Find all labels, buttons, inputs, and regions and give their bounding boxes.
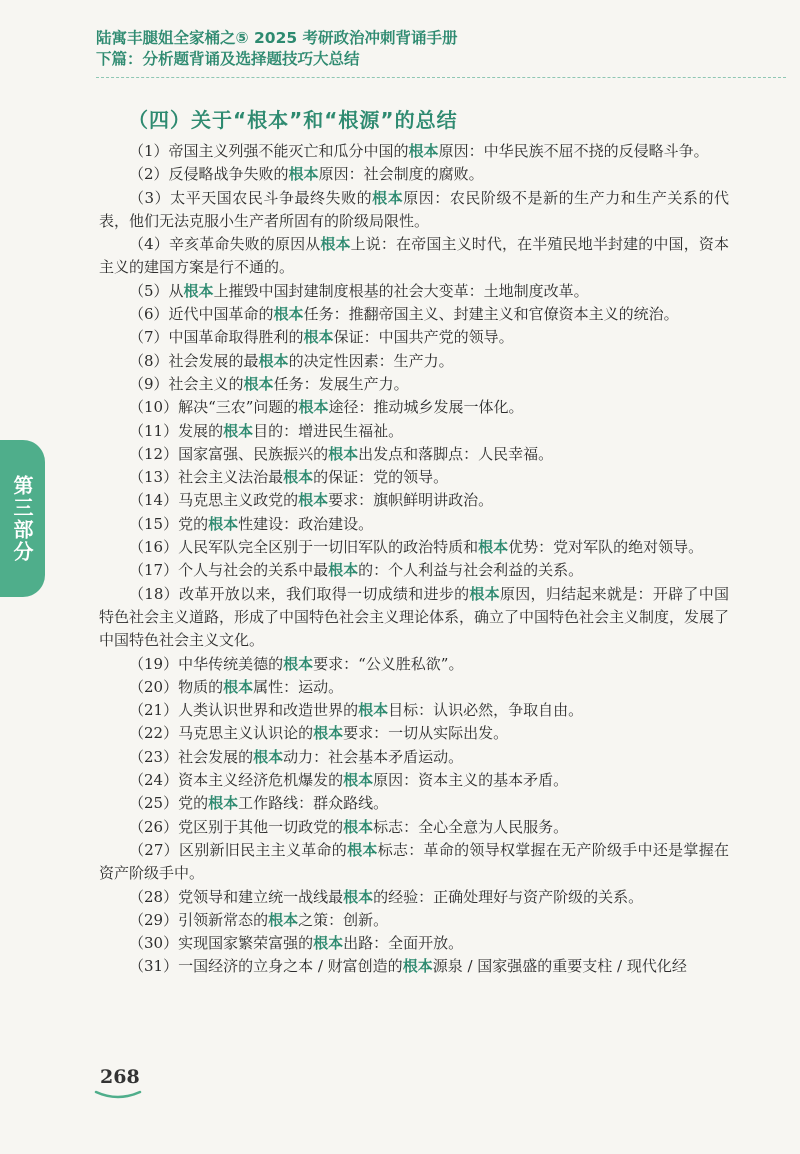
item-text-before: （5）从 xyxy=(129,281,184,300)
item-keyword: 根本 xyxy=(408,142,439,160)
page-number-swoosh xyxy=(94,1088,142,1100)
item-keyword: 根本 xyxy=(268,910,299,929)
item-text-before: （10）解决“三农”问题的 xyxy=(129,398,299,417)
header-divider xyxy=(96,77,786,78)
item-text-before: （17）个人与社会的关系中最 xyxy=(129,561,329,580)
item-text-after: 性建设：政治建设。 xyxy=(238,514,374,533)
item-text-before: （6）近代中国革命的 xyxy=(129,305,274,324)
list-item xyxy=(99,350,729,373)
item-text-after: 出发点和落脚点：人民幸福。 xyxy=(358,444,554,463)
list-item xyxy=(99,280,729,303)
summary-list xyxy=(99,140,729,979)
item-text-before: （16）人民军队完全区别于一切旧军队的政治特质和 xyxy=(129,538,479,557)
list-item xyxy=(99,769,729,792)
list-item xyxy=(99,955,729,978)
list-item xyxy=(99,583,729,653)
item-text-before: （25）党的 xyxy=(129,794,209,813)
page-header xyxy=(96,28,776,70)
item-text-after: 目的：增进民生福祉。 xyxy=(253,421,404,440)
item-text-before: （13）社会主义法治最 xyxy=(129,468,284,487)
item-keyword: 根本 xyxy=(283,654,314,673)
item-keyword: 根本 xyxy=(372,188,404,207)
item-keyword: 根本 xyxy=(223,677,254,696)
item-text-after: 要求：“公义胜私欲”。 xyxy=(313,654,464,673)
item-text-before: （24）资本主义经济危机爆发的 xyxy=(129,771,344,790)
list-item xyxy=(99,396,729,419)
section-title: （四）关于“根本”和“根源”的总结 xyxy=(128,108,458,132)
item-keyword: 根本 xyxy=(243,374,274,393)
item-text-before: （12）国家富强、民族振兴的 xyxy=(129,444,329,463)
list-item xyxy=(99,420,729,443)
item-text-before: （30）实现国家繁荣富强的 xyxy=(129,934,314,953)
item-text-before: （19）中华传统美德的 xyxy=(129,654,284,673)
item-keyword: 根本 xyxy=(343,817,374,836)
item-keyword: 根本 xyxy=(298,491,329,510)
item-keyword: 根本 xyxy=(288,165,319,184)
list-item xyxy=(99,653,729,676)
item-text-after: 原因：社会制度的腐败。 xyxy=(318,165,484,184)
item-text-before: （20）物质的 xyxy=(129,677,224,696)
item-text-after: 原因，归结起来就是：开辟了中国特色社会主义道路，形成了中国特色社会主义理论体系，确立了中国特色社会主义制度，发展了中国特色社会主义文化。 xyxy=(99,584,730,650)
list-item xyxy=(99,816,729,839)
page-number: 268 xyxy=(100,1066,140,1088)
item-keyword: 根本 xyxy=(223,421,254,440)
item-text-before: （3）太平天国农民斗争最终失败的 xyxy=(129,188,373,207)
item-text-before: （2）反侵略战争失败的 xyxy=(129,165,289,184)
list-item xyxy=(99,746,729,769)
item-keyword: 根本 xyxy=(328,444,359,463)
item-text-after: 保证：中国共产党的领导。 xyxy=(333,328,514,347)
item-keyword: 根本 xyxy=(320,235,351,254)
list-item xyxy=(99,373,729,396)
list-item xyxy=(99,839,729,886)
item-keyword: 根本 xyxy=(358,701,389,720)
item-keyword: 根本 xyxy=(313,934,344,953)
item-keyword: 根本 xyxy=(343,771,374,790)
list-item xyxy=(99,909,729,932)
item-text-before: （21）人类认识世界和改造世界的 xyxy=(129,701,359,720)
item-text-after: 出路：全面开放。 xyxy=(343,934,464,953)
item-keyword: 根本 xyxy=(328,561,359,580)
item-text-after: 的：个人利益与社会利益的关系。 xyxy=(358,561,584,580)
item-keyword: 根本 xyxy=(183,281,214,300)
item-text-before: （9）社会主义的 xyxy=(129,374,244,393)
item-text-after: 任务：发展生产力。 xyxy=(273,374,409,393)
item-text-after: 属性：运动。 xyxy=(253,677,344,696)
item-keyword: 根本 xyxy=(478,538,509,557)
item-keyword: 根本 xyxy=(283,468,314,487)
item-keyword: 根本 xyxy=(258,351,289,370)
item-text-after: 上摧毁中国封建制度根基的社会大变革：土地制度改革。 xyxy=(213,281,589,300)
item-keyword: 根本 xyxy=(347,840,378,859)
side-tab xyxy=(0,440,45,597)
item-keyword: 根本 xyxy=(208,794,239,813)
item-keyword: 根本 xyxy=(303,328,334,347)
item-text-after: 之策：创新。 xyxy=(298,910,389,929)
item-text-before: （23）社会发展的 xyxy=(129,747,254,766)
item-keyword: 根本 xyxy=(298,398,329,417)
list-item xyxy=(99,513,729,536)
list-item xyxy=(99,792,729,815)
item-text-before: （8）社会发展的最 xyxy=(129,351,259,370)
item-text-after: 的决定性因素：生产力。 xyxy=(288,351,454,370)
list-item xyxy=(99,233,729,280)
item-text-after: 原因：农民阶级不是新的生产力和生产关系的代表，他们无法克服小生产者所固有的阶级局限性。 xyxy=(99,188,729,230)
item-text-after: 标志：革命的领导权掌握在无产阶级手中还是掌握在资产阶级手中。 xyxy=(99,840,729,883)
item-text-before: （18）改革开放以来，我们取得一切成绩和进步的 xyxy=(129,584,470,603)
list-item xyxy=(99,676,729,699)
item-text-after: 原因：中华民族不屈不挠的反侵略斗争。 xyxy=(438,142,709,160)
item-text-after: 任务：推翻帝国主义、封建主义和官僚资本主义的统治。 xyxy=(303,305,679,324)
item-keyword: 根本 xyxy=(469,584,500,603)
item-text-before: （1）帝国主义列强不能灭亡和瓜分中国的 xyxy=(129,142,409,160)
side-tab-label: 第三部分 xyxy=(10,474,34,563)
item-text-after: 工作路线：群众路线。 xyxy=(238,794,389,813)
header-part-title: 下篇：分析题背诵及选择题技巧大总结 xyxy=(96,50,360,68)
item-text-after: 原因：资本主义的基本矛盾。 xyxy=(373,771,569,790)
item-keyword: 根本 xyxy=(343,887,374,906)
item-text-before: （31）一国经济的立身之本 / 财富创造的 xyxy=(129,957,403,976)
item-text-before: （27）区别新旧民主主义革命的 xyxy=(129,840,348,859)
item-keyword: 根本 xyxy=(253,747,284,766)
item-keyword: 根本 xyxy=(273,305,304,324)
item-keyword: 根本 xyxy=(402,957,433,976)
list-item xyxy=(99,303,729,326)
list-item xyxy=(99,140,729,163)
item-text-before: （26）党区别于其他一切政党的 xyxy=(129,817,344,836)
item-text-after: 的保证：党的领导。 xyxy=(313,468,449,487)
item-text-after: 的经验：正确处理好与资产阶级的关系。 xyxy=(373,887,644,906)
list-item xyxy=(99,443,729,466)
item-text-before: （22）马克思主义认识论的 xyxy=(129,724,314,743)
list-item xyxy=(99,886,729,909)
item-text-after: 要求：一切从实际出发。 xyxy=(343,724,509,743)
item-text-before: （28）党领导和建立统一战线最 xyxy=(129,887,344,906)
list-item xyxy=(99,489,729,512)
item-text-after: 途径：推动城乡发展一体化。 xyxy=(328,398,524,417)
list-item xyxy=(99,559,729,582)
item-keyword: 根本 xyxy=(313,724,344,743)
item-text-after: 标志：全心全意为人民服务。 xyxy=(373,817,569,836)
item-text-after: 源泉 / 国家强盛的重要支柱 / 现代化经 xyxy=(432,957,687,976)
item-text-after: 优势：党对军队的绝对领导。 xyxy=(508,538,704,557)
list-item xyxy=(99,326,729,349)
item-text-before: （11）发展的 xyxy=(129,421,224,440)
item-text-after: 目标：认识必然，争取自由。 xyxy=(388,701,584,720)
item-keyword: 根本 xyxy=(208,514,239,533)
list-item xyxy=(99,722,729,745)
header-book-title: 陆寓丰腿姐全家桶之⑤ 2025 考研政治冲刺背诵手册 xyxy=(96,29,458,47)
item-text-before: （14）马克思主义政党的 xyxy=(129,491,299,510)
item-text-after: 上说：在帝国主义时代，在半殖民地半封建的中国，资本主义的建国方案是行不通的。 xyxy=(99,235,729,277)
list-item xyxy=(99,466,729,489)
item-text-before: （15）党的 xyxy=(129,514,209,533)
list-item xyxy=(99,536,729,559)
list-item xyxy=(99,699,729,722)
list-item xyxy=(99,932,729,955)
item-text-before: （7）中国革命取得胜利的 xyxy=(129,328,304,347)
item-text-after: 要求：旗帜鲜明讲政治。 xyxy=(328,491,494,510)
item-text-after: 动力：社会基本矛盾运动。 xyxy=(283,747,464,766)
list-item xyxy=(99,187,729,234)
list-item xyxy=(99,163,729,186)
item-text-before: （4）辛亥革命失败的原因从 xyxy=(129,235,321,254)
item-text-before: （29）引领新常态的 xyxy=(129,910,269,929)
